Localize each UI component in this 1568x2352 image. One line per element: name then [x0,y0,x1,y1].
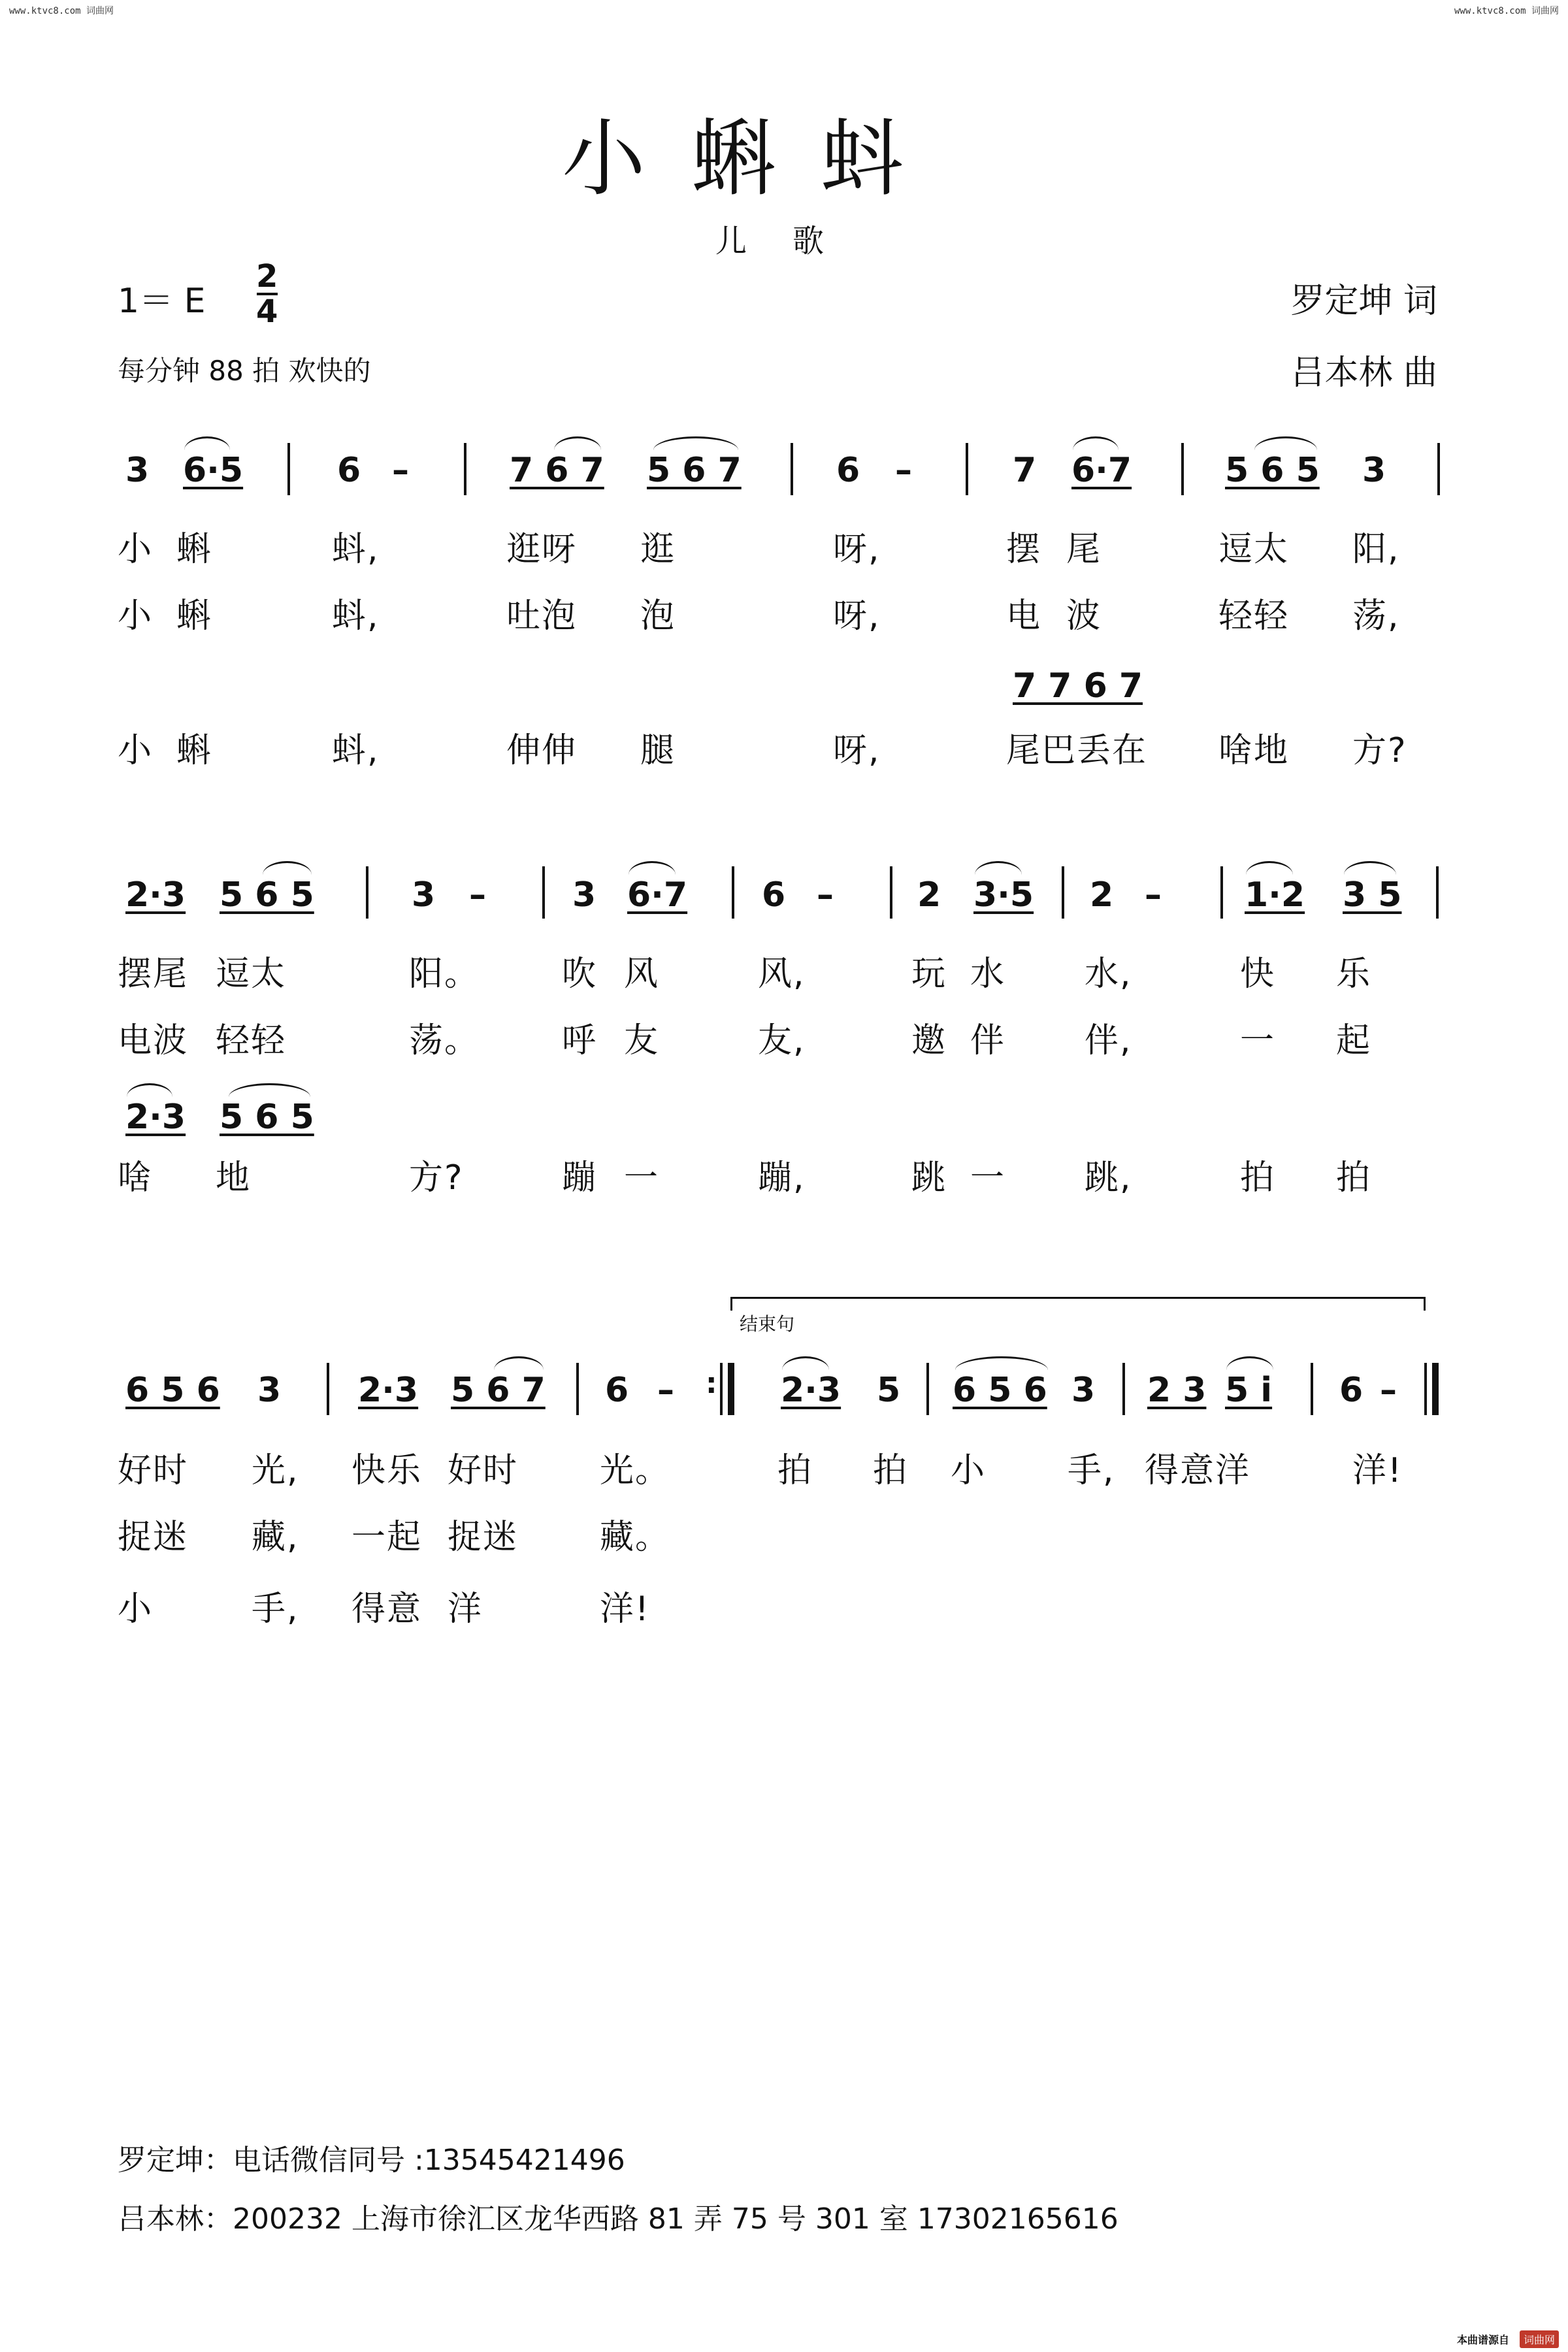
lyric: 方? [409,1158,464,1198]
note: 2 [1090,875,1114,915]
note-dash: – [657,1371,674,1410]
lyric: 捉迷 [448,1518,519,1557]
barline [966,443,968,495]
final-barline-thin [1424,1363,1427,1415]
lyric: 蚪, [332,596,380,636]
note: 2 [917,875,941,915]
slur [1344,861,1396,875]
lyricist-credit: 罗定坤 词 [1290,282,1437,321]
lyric: 小 [118,530,154,569]
note: 7 [1013,451,1037,490]
barline [1181,443,1184,495]
lyric: 光。 [600,1451,671,1490]
source-note: 本曲谱源自 [1456,2334,1509,2346]
lyric: 伴 [970,1021,1006,1060]
barline [926,1363,929,1415]
note-dash: – [1145,875,1162,915]
time-signature [256,260,278,328]
note: 3 5 [1343,875,1402,915]
lyric: 伴, [1085,1021,1132,1060]
lyric: 逗太 [216,955,287,994]
lyric: 一 [970,1158,1006,1198]
contact-composer: 吕本林：200232 上海市徐汇区龙华西路 81 弄 75 号 301 室 17302165616 [118,2202,1119,2236]
note: 2·3 [781,1371,841,1410]
lyric: 一 [1240,1021,1276,1060]
lyric: 蹦, [758,1158,806,1198]
lyric: 拍 [777,1451,813,1490]
lyric: 拍 [1336,1158,1372,1198]
coda-label: 结束句 [740,1313,795,1335]
lyric: 风 [624,955,660,994]
lyric: 跳 [911,1158,947,1198]
note: 3·5 [973,875,1034,915]
site-logo: 词曲网 [1520,2330,1559,2348]
time-signature-bottom: 4 [256,293,278,330]
lyric: 蚪, [332,530,380,569]
lyric: 吐泡 [506,596,578,636]
lyric: 啥地 [1218,731,1290,770]
lyric: 呀, [833,530,881,569]
slur [1073,436,1119,450]
slur [184,436,230,450]
lyric: 友, [758,1021,806,1060]
slur [629,861,676,875]
note-dash: – [1380,1371,1397,1410]
song-subtitle: 儿歌 [715,223,870,259]
lyric: 跳, [1085,1158,1132,1198]
lyric: 乐 [1336,955,1372,994]
repeat-barline [728,1363,734,1415]
site-watermark-right: www.ktvc8.com 词曲网 [1454,6,1559,16]
barline [366,866,368,919]
lyric: 小 [118,596,154,636]
slur [782,1356,829,1370]
contact-lyricist: 罗定坤：电话微信同号 :13545421496 [118,2144,625,2177]
barline [1220,866,1223,919]
time-signature-top: 2 [256,258,278,295]
barline [1062,866,1064,919]
note: 6 5 6 [125,1371,220,1410]
note: 3 [1071,1371,1096,1410]
lyric: 邀 [911,1021,947,1060]
slur [494,1356,544,1370]
slur [975,861,1022,875]
lyric: 好时 [448,1451,519,1490]
lyric: 尾巴丢在 [1006,731,1148,770]
slur [263,861,312,875]
lyric: 蚪, [332,731,380,770]
note: 3 [412,875,436,915]
lyric: 蝌 [176,731,212,770]
note: 7 6 7 [510,451,604,490]
lyric: 友 [624,1021,660,1060]
note: 2·3 [358,1371,419,1410]
lyric: 藏。 [600,1518,671,1557]
barline [542,866,545,919]
lyric: 呀, [833,596,881,636]
note: 6·7 [1071,451,1132,490]
barline [576,1363,579,1415]
lyric: 逗太 [1218,530,1290,569]
note: 3 [572,875,596,915]
tempo-marking: 每分钟 88 拍 欢快的 [118,355,371,387]
lyric: 波 [1066,596,1102,636]
composer-credit: 吕本林 曲 [1290,353,1437,393]
note: 5 i [1225,1371,1273,1410]
lyric: 藏, [252,1518,299,1557]
slur [653,436,738,450]
note-dash: – [469,875,486,915]
lyric: 小 [118,731,154,770]
lyric: 手, [1068,1451,1115,1490]
barline [1436,866,1439,919]
slur [955,1356,1048,1370]
lyric: 光, [252,1451,299,1490]
barline [890,866,892,919]
note: 6 [337,451,361,490]
lyric: 得意 [351,1590,423,1629]
lyric: 水 [970,955,1006,994]
note-dash: – [392,451,409,490]
coda-bracket [730,1297,1426,1311]
lyric: 电 [1006,596,1042,636]
lyric: 呼 [562,1021,598,1060]
lyric: 拍 [873,1451,909,1490]
lyric: 荡。 [409,1021,480,1060]
lyric: 拍 [1240,1158,1276,1198]
note: 5 6 7 [647,451,742,490]
lyric: 伸伸 [506,731,578,770]
lyric: 手, [252,1590,299,1629]
lyric: 洋! [1352,1451,1403,1490]
lyric: 吹 [562,955,598,994]
note-dash: – [817,875,834,915]
lyric: 啥 [118,1158,154,1198]
key-signature: 1＝ E [118,282,206,321]
lyric: 荡, [1352,596,1400,636]
note: 6 [762,875,786,915]
note: 6·7 [627,875,688,915]
note-dash: – [895,451,912,490]
lyric: 快乐 [351,1451,423,1490]
lyric: 轻轻 [216,1021,287,1060]
lyric: 地 [216,1158,252,1198]
lyric: 洋! [600,1590,650,1629]
lyric: 玩 [911,955,947,994]
lyric: 小 [118,1590,154,1629]
lyric: 轻轻 [1218,596,1290,636]
barline [464,443,466,495]
lyric: 阳。 [409,955,480,994]
lyric: 逛 [640,530,676,569]
lyric: 得意洋 [1145,1451,1251,1490]
note: 3 [1362,451,1386,490]
lyric: 洋 [448,1590,483,1629]
barline [720,1363,723,1415]
note: 3 [257,1371,282,1410]
note: 6 [1339,1371,1364,1410]
lyric: 小 [951,1451,987,1490]
note: 5 6 7 [451,1371,546,1410]
lyric: 捉迷 [118,1518,189,1557]
barline [287,443,290,495]
barline [732,866,734,919]
lyric: 阳, [1352,530,1400,569]
lyric: 摆尾 [118,955,189,994]
lyric: 蝌 [176,530,212,569]
slur [554,436,601,450]
note: 2·3 [125,875,186,915]
lyric: 尾 [1066,530,1102,569]
note: 6 5 6 [953,1371,1047,1410]
site-watermark-left: www.ktvc8.com 词曲网 [9,6,114,16]
slur [1254,436,1317,450]
barline [791,443,793,495]
lyric: 逛呀 [506,530,578,569]
note: 2 3 [1147,1371,1207,1410]
slur [1246,861,1293,875]
slur [127,1083,172,1097]
alt-notes: 2·3 [125,1098,186,1137]
lyric: 腿 [640,731,676,770]
final-barline-thick [1432,1363,1439,1415]
note: 5 6 5 [220,875,314,915]
lyric: 好时 [118,1451,189,1490]
lyric: 摆 [1006,530,1042,569]
note: 6 [836,451,860,490]
lyric: 蝌 [176,596,212,636]
alt-notes: 5 6 5 [220,1098,314,1137]
note: 3 [125,451,150,490]
lyric: 一 [624,1158,660,1198]
barline [327,1363,329,1415]
note: 5 [877,1371,901,1410]
lyric: 快 [1240,955,1276,994]
lyric: 水, [1085,955,1132,994]
lyric: 蹦 [562,1158,598,1198]
lyric: 风, [758,955,806,994]
alt-notes: 7 7 6 7 [1013,666,1143,706]
repeat-dots: : [706,1367,717,1400]
note: 5 6 5 [1225,451,1320,490]
note: 6 [605,1371,629,1410]
lyric: 方? [1352,731,1407,770]
slur [1226,1356,1273,1370]
note: 6·5 [183,451,244,490]
lyric: 起 [1336,1021,1372,1060]
note: 1·2 [1245,875,1305,915]
slur [229,1083,310,1097]
lyric: 电波 [118,1021,189,1060]
lyric: 呀, [833,731,881,770]
barline [1122,1363,1125,1415]
lyric: 泡 [640,596,676,636]
lyric: 一起 [351,1518,423,1557]
barline [1437,443,1440,495]
song-title: 小蝌蚪 [562,110,951,208]
barline [1311,1363,1313,1415]
